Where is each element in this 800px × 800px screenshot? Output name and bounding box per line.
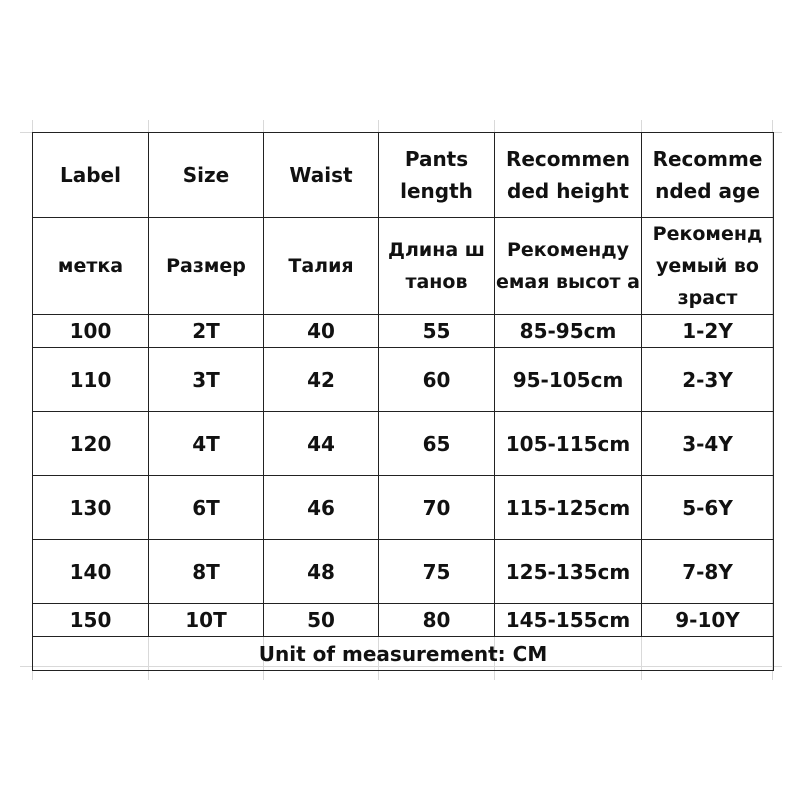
table-cell: 140 xyxy=(33,540,149,604)
table-cell: 95-105cm xyxy=(495,348,642,412)
table-cell: 50 xyxy=(264,604,379,637)
header-row-english xyxy=(33,133,774,218)
table-cell: 40 xyxy=(264,315,379,348)
table-cell: 7-8Y xyxy=(642,540,774,604)
header-cell: Размер xyxy=(149,218,264,315)
table-cell: 125-135cm xyxy=(495,540,642,604)
table-cell: 105-115cm xyxy=(495,412,642,476)
table-cell: 100 xyxy=(33,315,149,348)
table-row xyxy=(33,604,774,637)
header-cell: Label xyxy=(33,133,149,218)
table-cell: 42 xyxy=(264,348,379,412)
table-cell: 150 xyxy=(33,604,149,637)
table-cell: 80 xyxy=(379,604,495,637)
table-row xyxy=(33,540,774,604)
header-row-russian xyxy=(33,218,774,315)
table-cell: 145-155cm xyxy=(495,604,642,637)
table-row xyxy=(33,348,774,412)
table-cell: 48 xyxy=(264,540,379,604)
table-cell: 1-2Y xyxy=(642,315,774,348)
header-cell: Pants length xyxy=(379,133,495,218)
header-cell: Талия xyxy=(264,218,379,315)
header-cell: метка xyxy=(33,218,149,315)
header-cell: Waist xyxy=(264,133,379,218)
table-cell: 75 xyxy=(379,540,495,604)
table-cell: 10T xyxy=(149,604,264,637)
table-row xyxy=(33,315,774,348)
table-cell: 130 xyxy=(33,476,149,540)
table-cell: 4T xyxy=(149,412,264,476)
table-cell: 2T xyxy=(149,315,264,348)
table-cell: 115-125cm xyxy=(495,476,642,540)
header-cell: Recommen ded height xyxy=(495,133,642,218)
table-cell: 3-4Y xyxy=(642,412,774,476)
header-cell: Рекоменду емая высот а xyxy=(495,218,642,315)
header-cell: Длина ш танов xyxy=(379,218,495,315)
size-chart-table xyxy=(32,132,774,671)
table-cell: 60 xyxy=(379,348,495,412)
header-cell: Рекоменд уемый во зраст xyxy=(642,218,774,315)
table-cell: 5-6Y xyxy=(642,476,774,540)
header-cell: Recomme nded age xyxy=(642,133,774,218)
table-cell: 70 xyxy=(379,476,495,540)
table-cell: 55 xyxy=(379,315,495,348)
table-cell: 9-10Y xyxy=(642,604,774,637)
unit-note: Unit of measurement: CM xyxy=(33,637,774,671)
header-cell: Size xyxy=(149,133,264,218)
table-cell: 8T xyxy=(149,540,264,604)
table-cell: 85-95cm xyxy=(495,315,642,348)
table-row xyxy=(33,412,774,476)
table-cell: 6T xyxy=(149,476,264,540)
table-cell: 44 xyxy=(264,412,379,476)
table-cell: 46 xyxy=(264,476,379,540)
table-row xyxy=(33,476,774,540)
table-cell: 2-3Y xyxy=(642,348,774,412)
footer-row xyxy=(33,637,774,671)
table-cell: 110 xyxy=(33,348,149,412)
table-cell: 3T xyxy=(149,348,264,412)
table-cell: 120 xyxy=(33,412,149,476)
table-cell: 65 xyxy=(379,412,495,476)
